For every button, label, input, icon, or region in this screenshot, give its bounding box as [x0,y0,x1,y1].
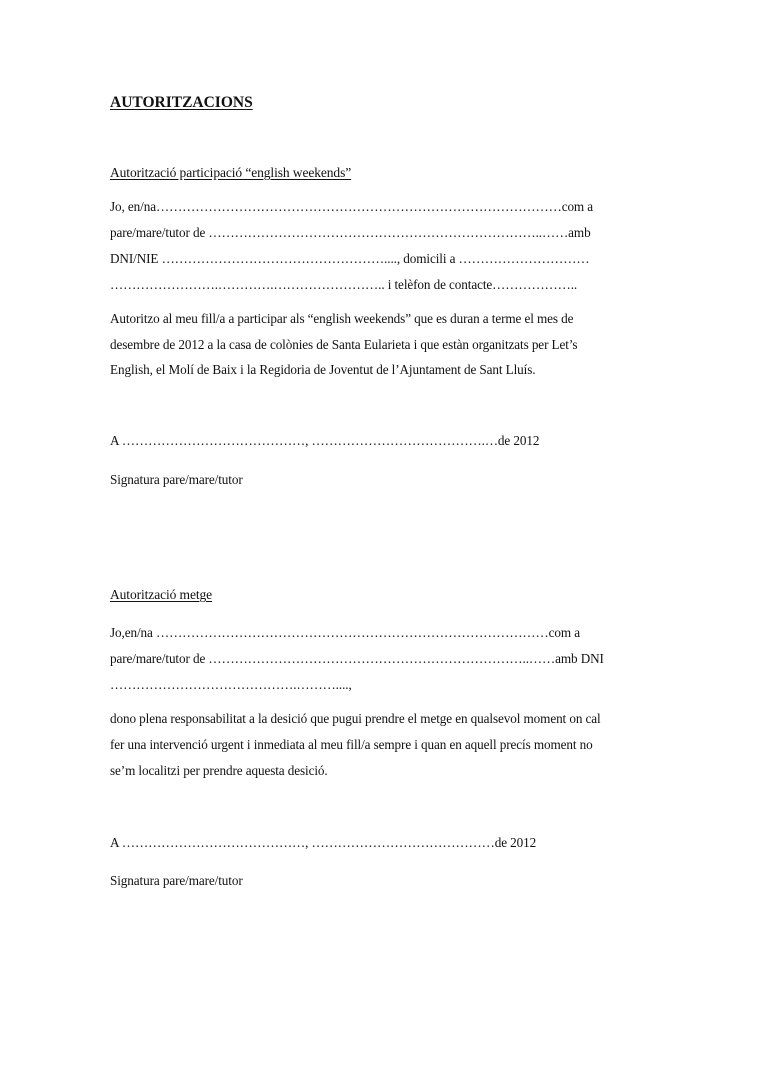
section1-form-line3: DNI/NIE ……………………………………………...., domicili a ………………………… [110,251,590,266]
section1-form-line4: …………………….………….…………………….. i telèfon de contacte……………….. [110,277,578,292]
section2-paragraph-line2: fer una intervenció urgent i inmediata al meu fill/a sempre i quan en aquell precís moment no [110,737,593,752]
section2-paragraph-line1: dono plena responsabilitat a la desició que pugui prendre el metge en qualsevol moment on cal [110,711,601,726]
section1-paragraph-line3: English, el Molí de Baix i la Regidoria de Joventut de l’Ajuntament de Sant Lluís. [110,362,536,377]
section2-form-line2: pare/mare/tutor de ………………………………………………………………..……amb DNI [110,651,604,666]
section1-signature-label: Signatura pare/mare/tutor [110,472,243,487]
section1-paragraph-line1: Autoritzo al meu fill/a a participar als “english weekends” que es duran a terme el mes de [110,311,574,326]
page-title: AUTORITZACIONS [110,94,253,111]
section1-place-date-line: A ……………………………………, ………………………………….…de 2012 [110,433,540,448]
section2-form-line3: …………………………………….………...., [110,677,352,692]
section2-signature-label: Signatura pare/mare/tutor [110,873,243,888]
section1-form-line1: Jo, en/na…………………………………………………………………………………com a [110,199,594,214]
section2-place-date-line: A ……………………………………, ……………………………………de 2012 [110,835,537,850]
section1-title: Autorització participació “english weekends” [110,165,352,180]
section2-paragraph-line3: se’m localitzi per prendre aquesta desició. [110,763,328,778]
section2-form-line1: Jo,en/na ………………………………………………………………………………com a [110,625,580,640]
section1-form-line2: pare/mare/tutor de …………………………………………………………………..……amb [110,225,591,240]
section1-paragraph-line2: desembre de 2012 a la casa de colònies de Santa Eularieta i que estàn organitzats per Let’s [110,337,578,352]
section2-title: Autorització metge [110,587,213,602]
